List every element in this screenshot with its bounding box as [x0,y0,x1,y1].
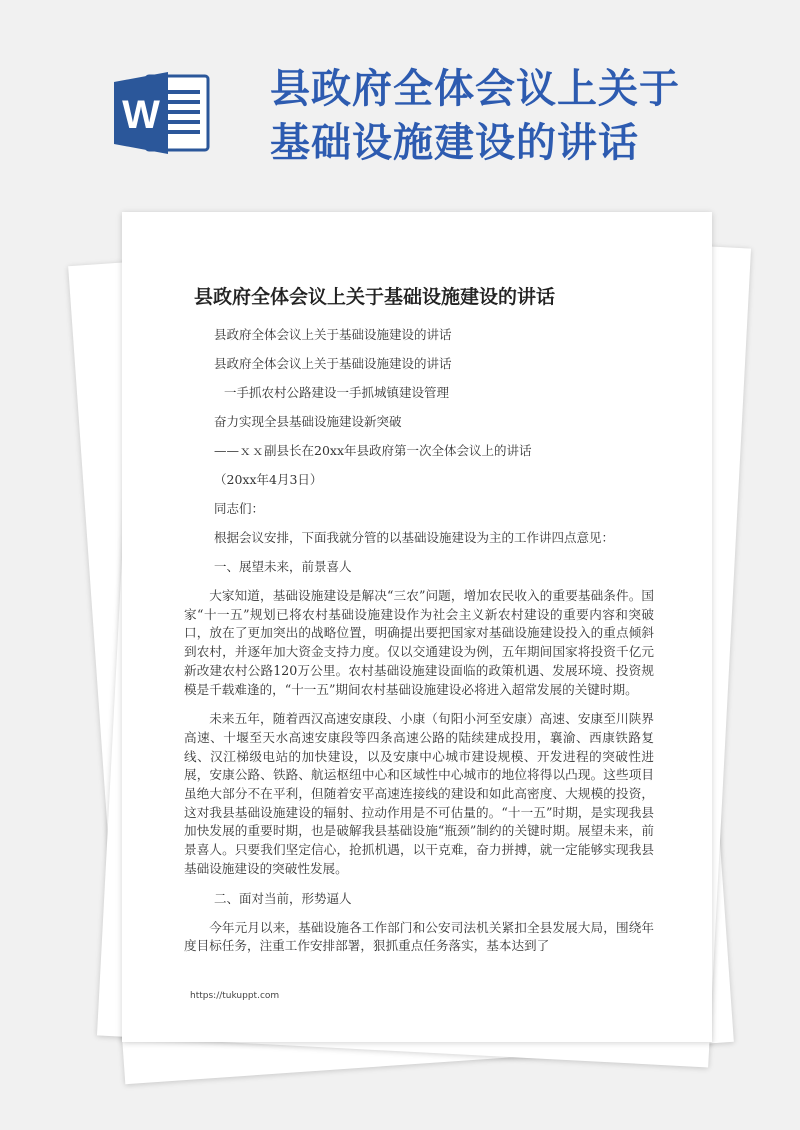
salutation: 同志们： [214,501,265,516]
speaker-line: ——ｘｘ副县长在20xx年县政府第一次全体会议上的讲话 [214,443,532,458]
word-document-icon [112,70,212,156]
header-title-line1: 县政府全体会议上关于 [270,66,680,112]
body-line: 县政府全体会议上关于基础设施建设的讲话 [214,327,452,342]
body-line: 奋力实现全县基础设施建设新突破 [214,414,402,429]
body-line: 一手抓农村公路建设一手抓城镇建设管理 [224,385,450,400]
body-line: 根据会议安排，下面我就分管的以基础设施建设为主的工作讲四点意见： [214,530,615,545]
footer-url: https://tukuppt.com [190,991,280,1001]
paragraph: 大家知道，基础设施建设是解决“三农”问题，增加农民收入的重要基础条件。国家“十一五”规划已将农村基础设施建设作为社会主义新农村建设的重要内容和突破口，放在了更加突出的战略位置，明确提出要把国家对基础设施建设投入的重点倾斜到农村，并逐年加大资金支持力度。仅以交通建设为例，五年期间国家将投资千亿元新改建农村公路120万公里。农村基础设施建设面临的政策机遇、发展环境、投资规模是千载难逢的，“十一五”期间农村基础设施建设必将进入超常发展的关键时期。 [184,588,654,697]
document-page [122,212,712,1042]
body-line: 县政府全体会议上关于基础设施建设的讲话 [214,356,452,371]
paragraph: 未来五年，随着西汉高速安康段、小康（旬阳小河至安康）高速、安康至川陕界高速、十堰至天水高速安康段等四条高速公路的陆续建成投用，襄渝、西康铁路复线、汉江梯级电站的加快建设，以及安康中心城市建设规模、开发进程的突破性进展，安康公路、铁路、航运枢纽中心和区域性中心城市的地位将得以凸现。这些项目虽绝大部分不在平利，但随着安平高速连接线的建设和如此高密度、大规模的投资，这对我县基础设施建设的辐射、拉动作用是不可估量的。“十一五”时期，是实现我县加快发展的重要时期，也是破解我县基础设施“瓶颈”制约的关键时期。展望未来，前景喜人。只要我们坚定信心，抢抓机遇，以干克难，奋力拼搏，就一定能够实现我县基础设施建设的突破性发展。 [184,711,654,876]
page-header [0,0,800,210]
document-title: 县政府全体会议上关于基础设施建设的讲话 [194,286,556,308]
header-title [270,62,770,170]
section-heading: 二、面对当前，形势逼人 [214,890,352,906]
date-line: （20xx年4月3日） [214,472,323,487]
document-body [184,326,654,967]
paragraph: 今年元月以来，基础设施各工作部门和公安司法机关紧扣全县发展大局，围绕年度目标任务，注重工作安排部署，狠抓重点任务落实，基本达到了 [184,919,654,954]
word-icon-letter: W [122,93,160,137]
section-heading: 一、展望未来，前景喜人 [214,559,352,574]
header-title-line2: 基础设施建设的讲话 [270,120,639,166]
